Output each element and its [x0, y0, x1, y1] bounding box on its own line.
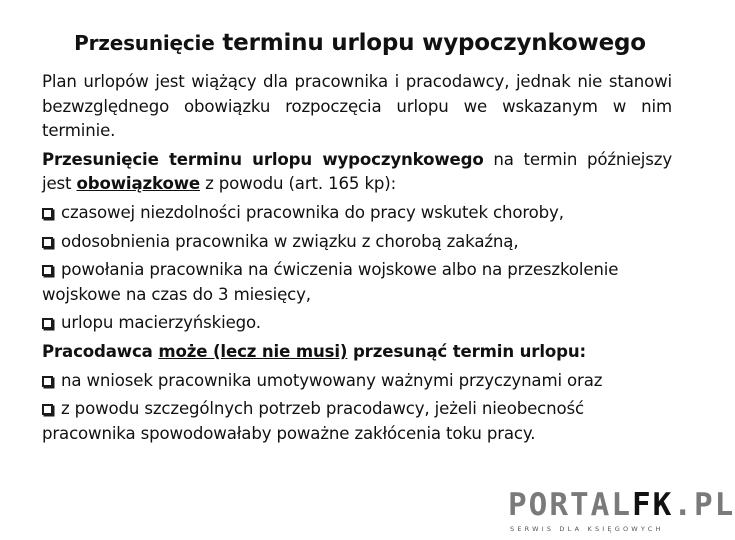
checkbox-bullet-icon — [42, 265, 53, 276]
list-item-text: czasowej niezdolności pracownika do pracy wskutek choroby, — [61, 202, 564, 222]
checkbox-bullet-icon — [42, 237, 53, 248]
checkbox-bullet-icon — [42, 318, 53, 329]
slide-title-part1: Przesunięcie — [74, 31, 215, 55]
list-item-text: na wniosek pracownika umotywowany ważnymi przyczynami oraz — [61, 370, 603, 390]
list-item — [42, 201, 672, 226]
list-item — [42, 258, 672, 307]
logo-wordmark — [508, 488, 735, 522]
section2-heading-underlined: może (lecz nie musi) — [158, 341, 348, 361]
list-item-text: powołania pracownika na ćwiczenia wojskowe albo na przeszkolenie wojskowe na czas do 3 miesięcy, — [42, 260, 619, 304]
checkbox-bullet-icon — [42, 404, 53, 415]
section1-heading-tail: z powodu (art. 165 kp): — [199, 174, 397, 194]
section2-heading-end: przesunąć termin urlopu: — [347, 341, 586, 361]
section2-heading — [42, 340, 672, 365]
section1-heading — [42, 148, 672, 197]
list-item — [42, 230, 672, 255]
section1-heading-bold: Przesunięcie terminu urlopu wypoczynkowego — [42, 149, 484, 169]
list-item-text: odosobnienia pracownika w związku z chorobą zakaźną, — [61, 231, 519, 251]
list-item — [42, 311, 672, 336]
list-item-text: z powodu szczególnych potrzeb pracodawcy, jeżeli nieobecność pracownika spowodowałaby poważne zakłócenia toku pracy. — [42, 399, 584, 443]
section1-heading-rest: na termin późniejszy jest — [42, 149, 672, 194]
logo-part3: .PL — [673, 487, 735, 523]
checkbox-bullet-icon — [42, 376, 53, 387]
intro-paragraph: Plan urlopów jest wiążący dla pracownika i pracodawcy, jednak nie stanowi bezwzględnego obowiązku rozpoczęcia urlopu we wskazanym w nim terminie. — [42, 72, 672, 141]
portalfk-logo — [508, 487, 735, 536]
list-item — [42, 397, 672, 446]
list-item-text: urlopu macierzyńskiego. — [61, 313, 261, 333]
list-item — [42, 369, 672, 394]
slide-title-part2: terminu urlopu wypoczynkowego — [214, 30, 646, 56]
logo-part2: FK — [631, 487, 674, 523]
section2-heading-start: Pracodawca — [42, 341, 159, 361]
slide-title — [0, 30, 720, 56]
checkbox-bullet-icon — [42, 208, 53, 219]
logo-part1: PORTAL — [508, 487, 632, 523]
logo-tagline: SERWIS DLA KSIĘGOWYCH — [510, 525, 664, 533]
section1-heading-keyword: obowiązkowe — [76, 174, 200, 194]
slide-content — [42, 70, 672, 446]
